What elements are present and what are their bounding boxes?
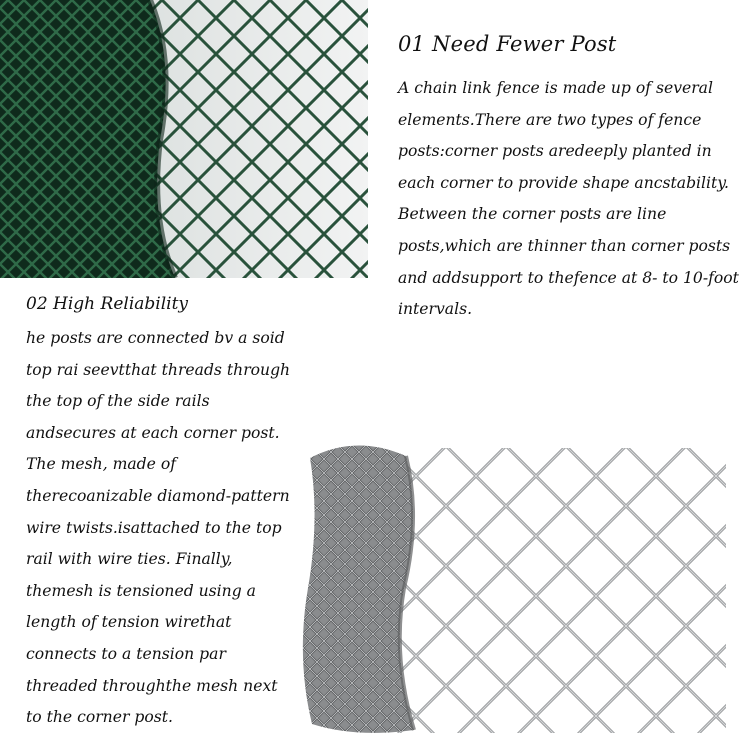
section-2-line: therecoanizable diamond-pattern bbox=[26, 486, 290, 505]
green-mesh-photo bbox=[0, 0, 368, 278]
section-2-title: 02 High Reliability bbox=[26, 294, 189, 314]
section-2-line: andsecures at each corner post. bbox=[26, 423, 280, 442]
section-1-text bbox=[398, 73, 739, 326]
galvanized-mesh-photo bbox=[296, 438, 736, 738]
section-2-line: rail with wire ties. Finally, bbox=[26, 550, 233, 569]
section-2-line: threaded throughthe mesh next bbox=[26, 676, 278, 695]
green-mesh-illustration bbox=[0, 0, 368, 278]
section-2-line: themesh is tensioned using a bbox=[26, 581, 256, 600]
section-2-line: top rai seevtthat threads through bbox=[26, 360, 291, 379]
section-2-line: wire twists.isattached to the top bbox=[26, 518, 282, 537]
section-2-line: connects to a tension par bbox=[26, 644, 226, 663]
section-1-title: 01 Need Fewer Post bbox=[398, 32, 617, 56]
section-1-line: posts,which are thinner than corner posts bbox=[398, 236, 731, 255]
section-2-line: to the corner post. bbox=[26, 708, 173, 727]
section-2-text bbox=[26, 323, 290, 734]
section-1-line: elements.There are two types of fence bbox=[398, 110, 702, 129]
section-1-line: and addsupport to thefence at 8- to 10-foot bbox=[398, 268, 739, 287]
section-2-line: The mesh, made of bbox=[26, 455, 177, 474]
section-1-line: posts:corner posts aredeeply planted in bbox=[398, 142, 712, 161]
section-2-line: the top of the side rails bbox=[26, 392, 210, 411]
section-1-line: each corner to provide shape ancstability. bbox=[398, 173, 729, 192]
section-2-line: length of tension wirethat bbox=[26, 613, 232, 632]
section-2-line: he posts are connected bv a soid bbox=[26, 329, 285, 347]
galvanized-mesh-illustration bbox=[296, 438, 736, 738]
section-1-line: Between the corner posts are line bbox=[398, 205, 667, 224]
section-1-line: A chain link fence is made up of several bbox=[398, 79, 713, 97]
section-1-line: intervals. bbox=[398, 300, 473, 319]
